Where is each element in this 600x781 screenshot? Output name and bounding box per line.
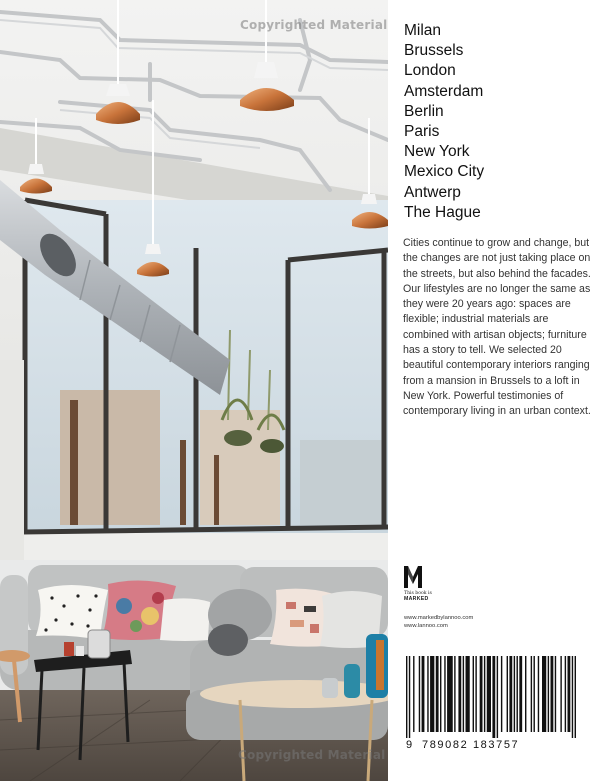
- publisher-name: MARKED: [404, 595, 429, 602]
- city-item: Amsterdam: [404, 82, 484, 100]
- publisher-note: [404, 591, 432, 602]
- copyright-watermark: Copyrighted Material: [240, 18, 388, 32]
- city-item: Milan: [404, 22, 442, 39]
- city-item: The Hague: [404, 203, 481, 221]
- publisher-url: www.markedbylannoo.com: [404, 615, 474, 621]
- isbn-prefix: 9: [406, 739, 413, 751]
- marked-logo-icon: [404, 566, 422, 593]
- publisher-note-line: This book is: [404, 591, 432, 596]
- city-item: Paris: [404, 123, 440, 141]
- copyright-watermark: Copyrighted Material: [238, 748, 386, 762]
- city-list: [404, 21, 484, 223]
- book-description: Cities continue to grow and change, but the changes are not just taking place on the streets, but also behind the facades. Our lifestyles are no longer the same as they were 20 years ago: spaces are flexible; industrial materials are combined with artisan objects; furniture has a story to tell. We selected 20 beautiful contemporary interiors ranging from a mansion in Brussels to a loft in New York. Powerful testimonies of contemporary living in an urban context.: [403, 237, 591, 418]
- city-item: Antwerp: [404, 183, 461, 201]
- publisher-urls: [404, 614, 473, 630]
- city-item: Brussels: [404, 42, 464, 60]
- city-item: Mexico City: [404, 163, 485, 181]
- isbn-number: [406, 739, 576, 751]
- back-cover-panel: [388, 0, 600, 781]
- isbn-digits: 789082 183757: [422, 739, 520, 751]
- publisher-url: www.lannoo.com: [404, 623, 448, 629]
- barcode-icon: [406, 656, 576, 738]
- city-item: London: [404, 62, 456, 80]
- city-item: Berlin: [404, 102, 444, 120]
- city-item: New York: [404, 143, 470, 161]
